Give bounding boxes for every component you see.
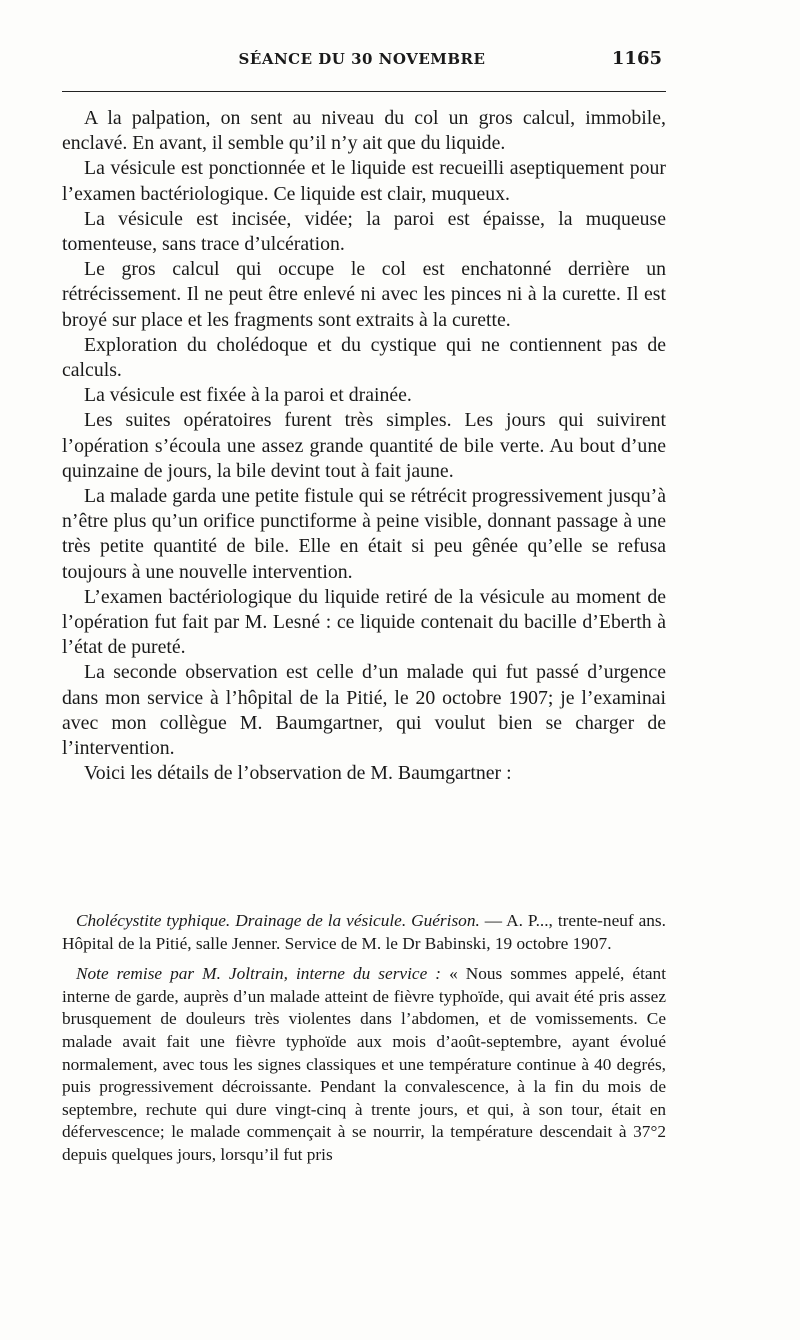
paragraph: La vésicule est incisée, vidée; la paroi est épaisse, la muqueuse tomenteuse, sans trace d’ulcération. [62,207,666,256]
paragraph: A la palpation, on sent au niveau du col un gros calcul, immobile, enclavé. En avant, il semble qu’il n’y ait que du liquide. [62,107,666,155]
paragraph: La seconde observation est celle d’un malade qui fut passé d’urgence dans mon service à l’hôpital de la Pitié, le 20 octobre 1907; je l’examinai avec mon collègue M. Baumgartner, qui voulut bien se charger de l’intervention. [62,661,666,760]
header-title: SÉANCE DU 30 NOVEMBRE [238,50,486,68]
paragraph: La vésicule est ponctionnée et le liquide est recueilli aseptiquement pour l’examen bactériologique. Ce liquide est clair, muqueux. [62,157,666,205]
header-rule [62,91,666,92]
observation-note [62,910,666,1175]
paragraph: L’examen bactériologique du liquide retiré de la vésicule au moment de l’opération fut fait par M. Lesné : ce liquide contenait du bacille d’Eberth à l’état de pureté. [62,585,666,659]
case-title: Cholécystite typhique. Drainage de la vésicule. Guérison. [76,911,480,930]
paragraph: Les suites opératoires furent très simples. Les jours qui suivirent l’opération s’écoula une assez grande quantité de bile verte. Au bout d’une quinzaine de jours, la bile devint tout à fait jaune. [62,409,666,482]
note-paragraph [62,963,666,1166]
note-text: « Nous sommes appelé, étant interne de garde, auprès d’un malade atteint de fièvre typhoïde, qui avait été pris assez brusquement de douleurs très violentes dans l’abdomen, et de vomissements. Ce malade avait fait une fièvre typhoïde aux mois d’août-septembre, ayant évolué normalement, avec tous les signes classiques et une température continue à 40 degrés, puis progressivement décroissante. Pendant la convalescence, à la fin du mois de septembre, rechute qui dure vingt-cinq à trente jours, et qui, à son tour, était en défervescence; le malade commençait à se nourrir, la température descendait à 37°2 depuis quelques jours, lorsqu’il fut pris [62,964,666,1164]
page-number: 1165 [611,48,662,69]
paragraph: Exploration du cholédoque et du cystique qui ne contiennent pas de calculs. [62,333,666,382]
main-text [62,106,666,786]
running-header [62,50,662,76]
paragraph: La vésicule est fixée à la paroi et drainée. [84,384,412,407]
paragraph: Voici les détails de l’observation de M. Baumgartner : [84,762,512,785]
note-lead: Note remise par M. Joltrain, interne du service : [76,964,442,984]
paragraph: Le gros calcul qui occupe le col est enchatonné derrière un rétrécissement. Il ne peut être enlevé ni avec les pinces ni à la curette. Il est broyé sur place et les fragments sont extraits à la curette. [62,258,666,331]
case-header [62,910,666,955]
paragraph: La malade garda une petite fistule qui se rétrécit progressivement jusqu’à n’être plus qu’un orifice punctiforme à peine visible, donnant passage à une très petite quantité de bile. Elle en était si peu gênée qu’elle se refusa toujours à une nouvelle intervention. [62,485,666,583]
case-details: — A. P..., trente-neuf ans. Hôpital de la Pitié, salle Jenner. Service de M. le Dr Babinski, 19 octobre 1907. [62,911,666,953]
